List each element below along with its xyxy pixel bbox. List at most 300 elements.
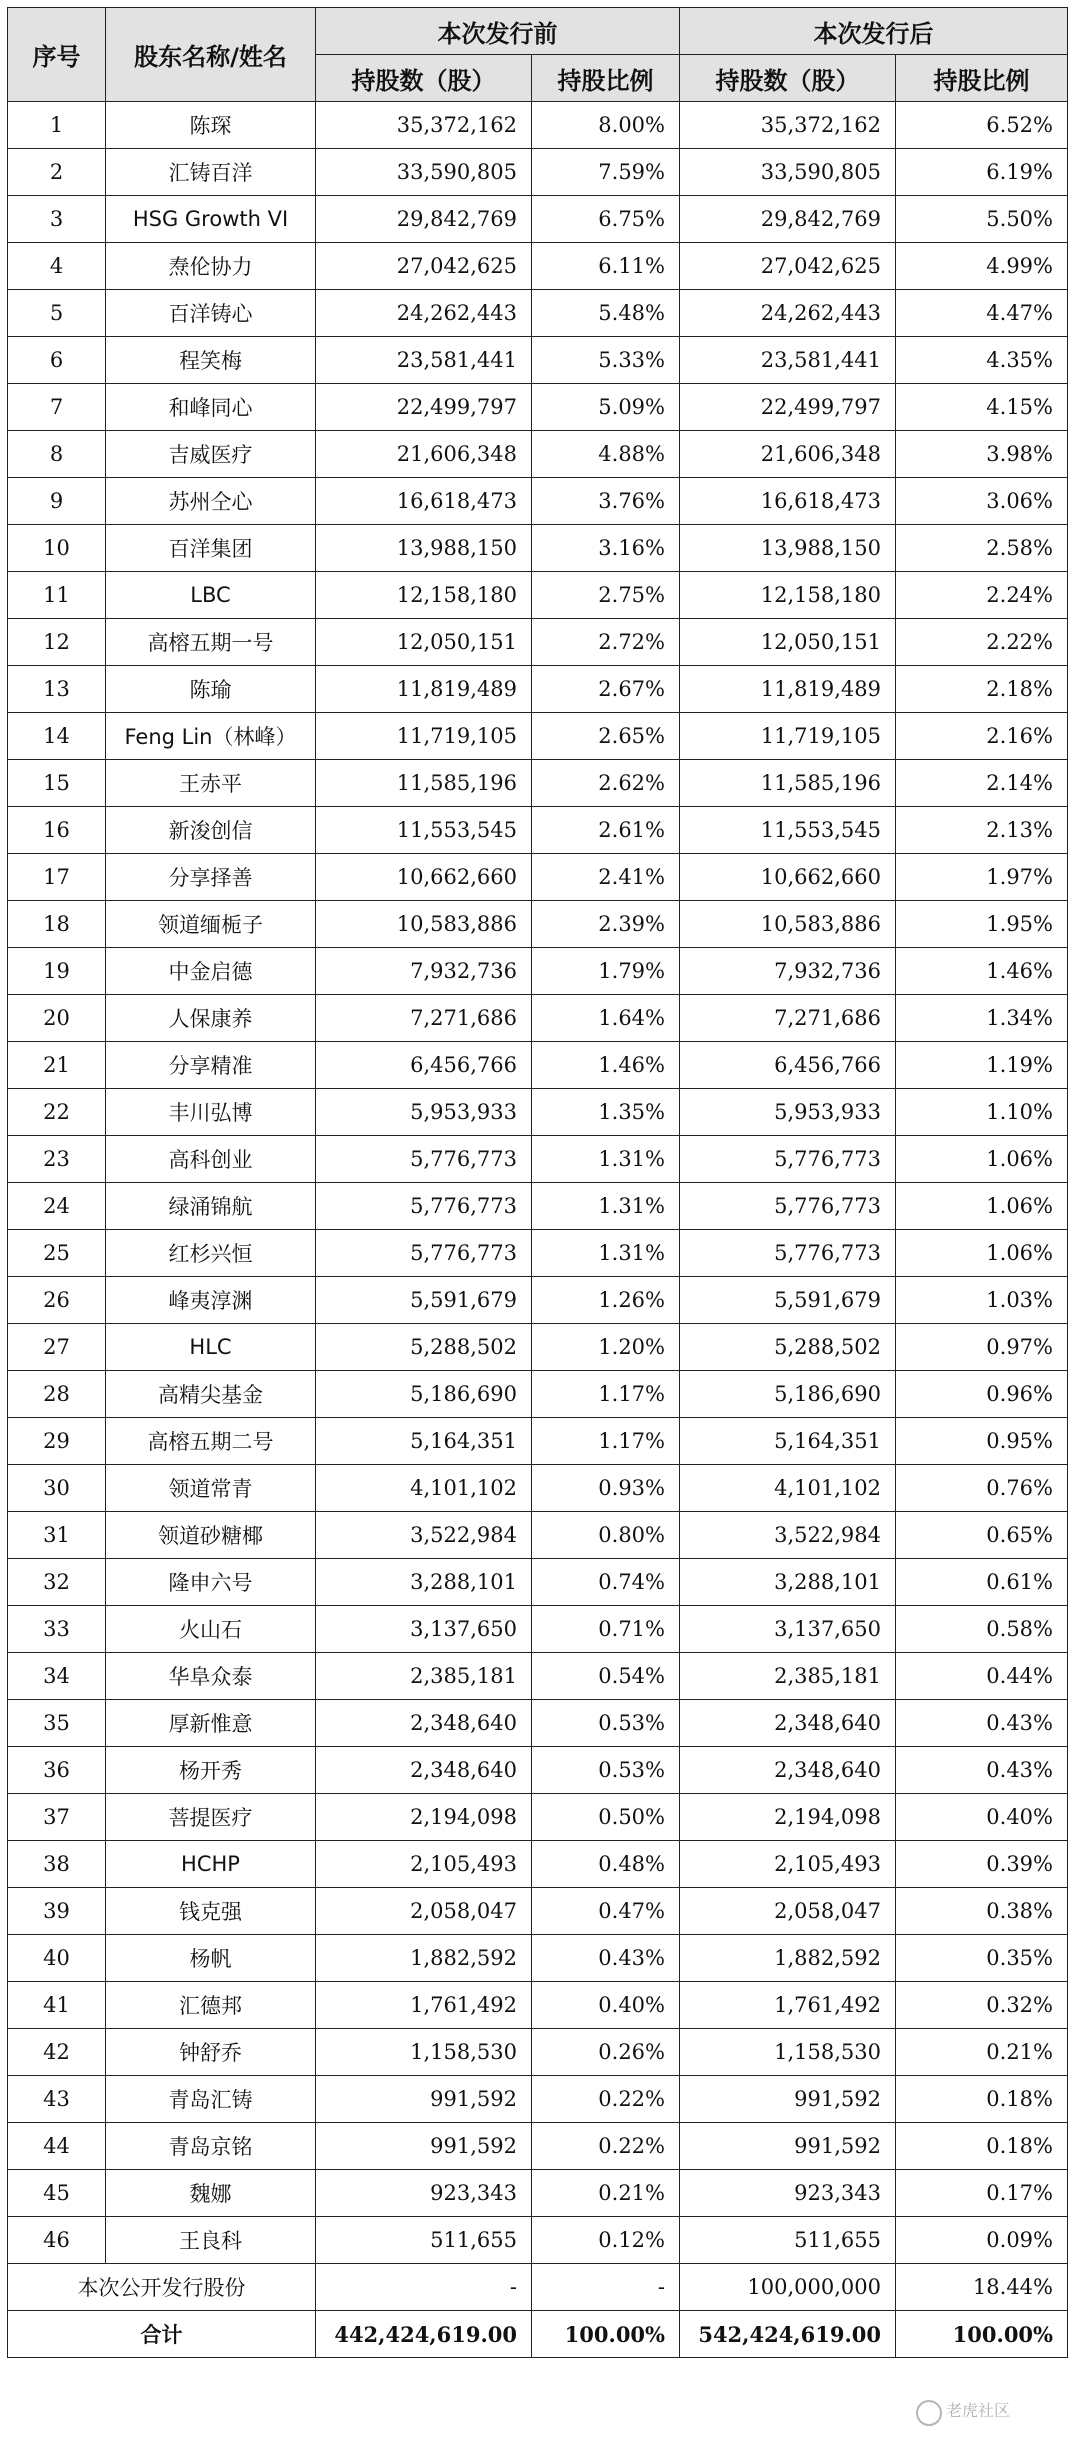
row-index: 14 — [8, 713, 106, 760]
row-shares-after: 21,606,348 — [680, 431, 896, 478]
total-shares-before: 442,424,619.00 — [316, 2311, 532, 2358]
row-ratio-after: 1.34% — [896, 995, 1068, 1042]
row-ratio-before: 1.31% — [532, 1136, 680, 1183]
row-shares-before: 3,522,984 — [316, 1512, 532, 1559]
row-shareholder-name: 陈瑜 — [106, 666, 316, 713]
row-ratio-before: 0.40% — [532, 1982, 680, 2029]
row-index: 18 — [8, 901, 106, 948]
shareholding-table-container — [7, 7, 1067, 2358]
row-shares-after: 923,343 — [680, 2170, 896, 2217]
row-ratio-after: 3.98% — [896, 431, 1068, 478]
row-index: 6 — [8, 337, 106, 384]
row-ratio-after: 0.65% — [896, 1512, 1068, 1559]
row-shares-before: 3,288,101 — [316, 1559, 532, 1606]
row-ratio-before: 2.72% — [532, 619, 680, 666]
row-index: 2 — [8, 149, 106, 196]
row-ratio-after: 1.06% — [896, 1230, 1068, 1277]
row-shares-after: 5,776,773 — [680, 1183, 896, 1230]
row-ratio-before: 1.31% — [532, 1230, 680, 1277]
row-ratio-after: 0.18% — [896, 2123, 1068, 2170]
row-shares-after: 11,819,489 — [680, 666, 896, 713]
row-ratio-after: 6.52% — [896, 102, 1068, 149]
row-index: 21 — [8, 1042, 106, 1089]
table-row — [8, 1136, 1068, 1183]
row-ratio-before: 1.46% — [532, 1042, 680, 1089]
row-shares-before: 5,591,679 — [316, 1277, 532, 1324]
row-shares-after: 16,618,473 — [680, 478, 896, 525]
row-shareholder-name: 峰夷淳渊 — [106, 1277, 316, 1324]
row-ratio-after: 2.13% — [896, 807, 1068, 854]
row-shares-after: 35,372,162 — [680, 102, 896, 149]
row-index: 22 — [8, 1089, 106, 1136]
row-shares-after: 2,058,047 — [680, 1888, 896, 1935]
row-index: 40 — [8, 1935, 106, 1982]
row-index: 24 — [8, 1183, 106, 1230]
row-index: 37 — [8, 1794, 106, 1841]
row-shares-after: 12,158,180 — [680, 572, 896, 619]
row-shares-after: 5,776,773 — [680, 1230, 896, 1277]
row-shareholder-name: 新浚创信 — [106, 807, 316, 854]
row-ratio-after: 0.58% — [896, 1606, 1068, 1653]
row-ratio-after: 0.97% — [896, 1324, 1068, 1371]
table-row — [8, 760, 1068, 807]
row-index: 31 — [8, 1512, 106, 1559]
table-row — [8, 2123, 1068, 2170]
row-ratio-after: 0.09% — [896, 2217, 1068, 2264]
row-shareholder-name: Feng Lin（林峰） — [106, 713, 316, 760]
row-shareholder-name: 百洋铸心 — [106, 290, 316, 337]
row-shareholder-name: 青岛京铭 — [106, 2123, 316, 2170]
table-row — [8, 572, 1068, 619]
row-ratio-after: 2.58% — [896, 525, 1068, 572]
row-shares-before: 33,590,805 — [316, 149, 532, 196]
table-row — [8, 384, 1068, 431]
row-index: 23 — [8, 1136, 106, 1183]
row-shareholder-name: 钟舒乔 — [106, 2029, 316, 2076]
row-shareholder-name: 高科创业 — [106, 1136, 316, 1183]
table-row — [8, 2076, 1068, 2123]
row-shares-before: 1,158,530 — [316, 2029, 532, 2076]
row-index: 9 — [8, 478, 106, 525]
table-row — [8, 149, 1068, 196]
row-shares-after: 3,288,101 — [680, 1559, 896, 1606]
row-ratio-after: 4.15% — [896, 384, 1068, 431]
row-shareholder-name: 王良科 — [106, 2217, 316, 2264]
row-ratio-before: 3.76% — [532, 478, 680, 525]
row-shareholder-name: 绿涌锦航 — [106, 1183, 316, 1230]
row-shareholder-name: 菩提医疗 — [106, 1794, 316, 1841]
row-shares-before: 16,618,473 — [316, 478, 532, 525]
row-shares-before: 2,348,640 — [316, 1747, 532, 1794]
row-index: 28 — [8, 1371, 106, 1418]
row-index: 19 — [8, 948, 106, 995]
row-ratio-before: 0.47% — [532, 1888, 680, 1935]
header-index: 序号 — [8, 8, 106, 102]
table-row — [8, 1982, 1068, 2029]
row-shares-after: 5,288,502 — [680, 1324, 896, 1371]
table-row — [8, 1794, 1068, 1841]
total-ratio-after: 100.00% — [896, 2311, 1068, 2358]
row-index: 34 — [8, 1653, 106, 1700]
row-ratio-before: 0.21% — [532, 2170, 680, 2217]
row-shares-before: 11,719,105 — [316, 713, 532, 760]
table-row — [8, 713, 1068, 760]
row-shares-after: 11,553,545 — [680, 807, 896, 854]
row-index: 20 — [8, 995, 106, 1042]
table-row — [8, 1042, 1068, 1089]
row-shareholder-name: HCHP — [106, 1841, 316, 1888]
row-ratio-after: 0.38% — [896, 1888, 1068, 1935]
table-row — [8, 102, 1068, 149]
row-shareholder-name: 高榕五期二号 — [106, 1418, 316, 1465]
row-shareholder-name: 高精尖基金 — [106, 1371, 316, 1418]
row-ratio-before: 2.67% — [532, 666, 680, 713]
row-index: 4 — [8, 243, 106, 290]
row-index: 32 — [8, 1559, 106, 1606]
row-shares-after: 6,456,766 — [680, 1042, 896, 1089]
row-shares-before: 11,553,545 — [316, 807, 532, 854]
row-ratio-before: 0.12% — [532, 2217, 680, 2264]
row-shareholder-name: 杨开秀 — [106, 1747, 316, 1794]
row-index: 36 — [8, 1747, 106, 1794]
row-shareholder-name: 陈琛 — [106, 102, 316, 149]
row-shareholder-name: HSG Growth VI — [106, 196, 316, 243]
row-ratio-before: 2.41% — [532, 854, 680, 901]
row-shares-after: 4,101,102 — [680, 1465, 896, 1512]
row-ratio-after: 4.35% — [896, 337, 1068, 384]
row-shares-before: 7,271,686 — [316, 995, 532, 1042]
row-ratio-after: 1.46% — [896, 948, 1068, 995]
row-shareholder-name: 领道缅栀子 — [106, 901, 316, 948]
row-ratio-after: 1.10% — [896, 1089, 1068, 1136]
row-shares-after: 2,348,640 — [680, 1747, 896, 1794]
row-shareholder-name: 高榕五期一号 — [106, 619, 316, 666]
table-row — [8, 1465, 1068, 1512]
row-shareholder-name: 分享择善 — [106, 854, 316, 901]
row-shares-before: 923,343 — [316, 2170, 532, 2217]
table-footer — [8, 2264, 1068, 2358]
row-index: 13 — [8, 666, 106, 713]
row-ratio-before: 7.59% — [532, 149, 680, 196]
row-ratio-before: 0.54% — [532, 1653, 680, 1700]
row-shares-before: 3,137,650 — [316, 1606, 532, 1653]
row-shares-before: 12,158,180 — [316, 572, 532, 619]
row-shares-after: 991,592 — [680, 2123, 896, 2170]
row-shareholder-name: 红杉兴恒 — [106, 1230, 316, 1277]
public-offering-shares-before: - — [316, 2264, 532, 2311]
row-shareholder-name: 隆申六号 — [106, 1559, 316, 1606]
row-shareholder-name: 汇德邦 — [106, 1982, 316, 2029]
row-ratio-before: 5.48% — [532, 290, 680, 337]
row-shares-before: 5,953,933 — [316, 1089, 532, 1136]
table-row — [8, 1512, 1068, 1559]
row-ratio-before: 1.26% — [532, 1277, 680, 1324]
row-index: 45 — [8, 2170, 106, 2217]
table-row — [8, 1371, 1068, 1418]
row-shares-after: 5,186,690 — [680, 1371, 896, 1418]
table-row — [8, 1418, 1068, 1465]
row-shares-after: 11,719,105 — [680, 713, 896, 760]
row-ratio-after: 3.06% — [896, 478, 1068, 525]
row-ratio-before: 0.48% — [532, 1841, 680, 1888]
row-index: 1 — [8, 102, 106, 149]
row-shares-before: 10,583,886 — [316, 901, 532, 948]
row-ratio-before: 0.22% — [532, 2076, 680, 2123]
row-index: 5 — [8, 290, 106, 337]
row-ratio-after: 2.22% — [896, 619, 1068, 666]
table-row — [8, 807, 1068, 854]
row-shareholder-name: 中金启德 — [106, 948, 316, 995]
row-ratio-after: 0.35% — [896, 1935, 1068, 1982]
row-ratio-after: 0.18% — [896, 2076, 1068, 2123]
row-ratio-before: 5.09% — [532, 384, 680, 431]
row-shareholder-name: 焘伦协力 — [106, 243, 316, 290]
row-ratio-after: 0.39% — [896, 1841, 1068, 1888]
row-ratio-before: 1.64% — [532, 995, 680, 1042]
row-ratio-after: 1.97% — [896, 854, 1068, 901]
row-ratio-after: 0.44% — [896, 1653, 1068, 1700]
row-ratio-before: 1.35% — [532, 1089, 680, 1136]
row-shareholder-name: LBC — [106, 572, 316, 619]
row-shares-after: 27,042,625 — [680, 243, 896, 290]
row-shares-before: 5,776,773 — [316, 1136, 532, 1183]
header-ratio-before: 持股比例 — [532, 55, 680, 102]
table-row — [8, 1277, 1068, 1324]
tiger-community-logo-icon — [916, 2400, 942, 2426]
row-ratio-before: 1.31% — [532, 1183, 680, 1230]
row-shares-after: 23,581,441 — [680, 337, 896, 384]
total-ratio-before: 100.00% — [532, 2311, 680, 2358]
row-shares-before: 2,348,640 — [316, 1700, 532, 1747]
table-row — [8, 196, 1068, 243]
row-shares-after: 22,499,797 — [680, 384, 896, 431]
row-shares-before: 29,842,769 — [316, 196, 532, 243]
header-group-before: 本次发行前 — [316, 8, 680, 55]
row-shares-before: 13,988,150 — [316, 525, 532, 572]
row-ratio-before: 5.33% — [532, 337, 680, 384]
shareholding-table — [7, 7, 1068, 2358]
header-name: 股东名称/姓名 — [106, 8, 316, 102]
row-index: 16 — [8, 807, 106, 854]
row-shareholder-name: 和峰同心 — [106, 384, 316, 431]
row-shares-after: 7,932,736 — [680, 948, 896, 995]
row-shares-after: 10,662,660 — [680, 854, 896, 901]
row-shareholder-name: 钱克强 — [106, 1888, 316, 1935]
row-shares-before: 991,592 — [316, 2123, 532, 2170]
row-shares-after: 13,988,150 — [680, 525, 896, 572]
table-body — [8, 102, 1068, 2264]
row-ratio-after: 0.96% — [896, 1371, 1068, 1418]
row-shares-before: 6,456,766 — [316, 1042, 532, 1089]
row-ratio-before: 2.75% — [532, 572, 680, 619]
row-ratio-after: 1.06% — [896, 1136, 1068, 1183]
row-ratio-after: 6.19% — [896, 149, 1068, 196]
row-ratio-after: 1.06% — [896, 1183, 1068, 1230]
public-offering-ratio-before: - — [532, 2264, 680, 2311]
row-ratio-after: 2.14% — [896, 760, 1068, 807]
row-shareholder-name: 汇铸百洋 — [106, 149, 316, 196]
table-row — [8, 1230, 1068, 1277]
row-index: 26 — [8, 1277, 106, 1324]
row-shareholder-name: 程笑梅 — [106, 337, 316, 384]
row-shares-after: 2,385,181 — [680, 1653, 896, 1700]
row-ratio-after: 2.16% — [896, 713, 1068, 760]
row-shares-before: 12,050,151 — [316, 619, 532, 666]
row-shareholder-name: 百洋集团 — [106, 525, 316, 572]
row-shares-before: 2,194,098 — [316, 1794, 532, 1841]
row-shareholder-name: 王赤平 — [106, 760, 316, 807]
table-row — [8, 525, 1068, 572]
table-header — [8, 8, 1068, 102]
row-ratio-after: 1.95% — [896, 901, 1068, 948]
row-ratio-before: 0.93% — [532, 1465, 680, 1512]
row-shares-before: 5,776,773 — [316, 1183, 532, 1230]
table-row — [8, 290, 1068, 337]
row-index: 3 — [8, 196, 106, 243]
row-index: 29 — [8, 1418, 106, 1465]
row-ratio-after: 0.40% — [896, 1794, 1068, 1841]
row-ratio-before: 2.65% — [532, 713, 680, 760]
row-shares-after: 24,262,443 — [680, 290, 896, 337]
public-offering-row — [8, 2264, 1068, 2311]
row-index: 15 — [8, 760, 106, 807]
row-shareholder-name: 领道常青 — [106, 1465, 316, 1512]
row-index: 11 — [8, 572, 106, 619]
row-ratio-after: 2.24% — [896, 572, 1068, 619]
row-shareholder-name: 青岛汇铸 — [106, 2076, 316, 2123]
row-shares-after: 991,592 — [680, 2076, 896, 2123]
row-shares-before: 5,186,690 — [316, 1371, 532, 1418]
row-index: 25 — [8, 1230, 106, 1277]
table-row — [8, 431, 1068, 478]
row-index: 41 — [8, 1982, 106, 2029]
row-shares-after: 12,050,151 — [680, 619, 896, 666]
row-ratio-after: 0.32% — [896, 1982, 1068, 2029]
row-index: 7 — [8, 384, 106, 431]
public-offering-label: 本次公开发行股份 — [8, 2264, 316, 2311]
table-row — [8, 666, 1068, 713]
table-row — [8, 1324, 1068, 1371]
row-shares-before: 35,372,162 — [316, 102, 532, 149]
row-index: 42 — [8, 2029, 106, 2076]
row-ratio-after: 1.03% — [896, 1277, 1068, 1324]
table-row — [8, 619, 1068, 666]
row-ratio-before: 1.17% — [532, 1371, 680, 1418]
row-ratio-before: 3.16% — [532, 525, 680, 572]
row-ratio-before: 1.79% — [532, 948, 680, 995]
row-ratio-before: 8.00% — [532, 102, 680, 149]
row-shareholder-name: 火山石 — [106, 1606, 316, 1653]
row-shareholder-name: 领道砂糖椰 — [106, 1512, 316, 1559]
row-ratio-before: 1.20% — [532, 1324, 680, 1371]
table-row — [8, 1559, 1068, 1606]
row-shares-after: 3,137,650 — [680, 1606, 896, 1653]
row-ratio-before: 2.39% — [532, 901, 680, 948]
row-shares-before: 2,385,181 — [316, 1653, 532, 1700]
row-shares-before: 7,932,736 — [316, 948, 532, 995]
row-ratio-after: 0.95% — [896, 1418, 1068, 1465]
table-row — [8, 2170, 1068, 2217]
row-index: 38 — [8, 1841, 106, 1888]
row-shares-before: 11,819,489 — [316, 666, 532, 713]
row-shareholder-name: 厚新惟意 — [106, 1700, 316, 1747]
header-ratio-after: 持股比例 — [896, 55, 1068, 102]
public-offering-ratio-after: 18.44% — [896, 2264, 1068, 2311]
total-row — [8, 2311, 1068, 2358]
row-ratio-before: 0.80% — [532, 1512, 680, 1559]
table-row — [8, 1606, 1068, 1653]
row-shares-after: 29,842,769 — [680, 196, 896, 243]
row-shareholder-name: 杨帆 — [106, 1935, 316, 1982]
row-index: 17 — [8, 854, 106, 901]
row-shareholder-name: 苏州仝心 — [106, 478, 316, 525]
row-index: 33 — [8, 1606, 106, 1653]
row-ratio-after: 0.43% — [896, 1747, 1068, 1794]
row-shares-before: 23,581,441 — [316, 337, 532, 384]
row-ratio-before: 1.17% — [532, 1418, 680, 1465]
row-shares-before: 2,105,493 — [316, 1841, 532, 1888]
row-shares-after: 1,882,592 — [680, 1935, 896, 1982]
row-shares-before: 10,662,660 — [316, 854, 532, 901]
row-shares-before: 5,164,351 — [316, 1418, 532, 1465]
table-row — [8, 337, 1068, 384]
row-index: 35 — [8, 1700, 106, 1747]
row-ratio-before: 0.71% — [532, 1606, 680, 1653]
row-index: 44 — [8, 2123, 106, 2170]
row-shares-before: 1,882,592 — [316, 1935, 532, 1982]
row-shares-before: 24,262,443 — [316, 290, 532, 337]
row-shareholder-name: 魏娜 — [106, 2170, 316, 2217]
row-index: 46 — [8, 2217, 106, 2264]
row-shares-after: 1,158,530 — [680, 2029, 896, 2076]
row-ratio-before: 2.62% — [532, 760, 680, 807]
row-shares-before: 5,288,502 — [316, 1324, 532, 1371]
row-ratio-before: 6.75% — [532, 196, 680, 243]
table-row — [8, 1747, 1068, 1794]
table-row — [8, 1888, 1068, 1935]
row-shares-after: 11,585,196 — [680, 760, 896, 807]
row-shares-before: 1,761,492 — [316, 1982, 532, 2029]
row-ratio-before: 4.88% — [532, 431, 680, 478]
row-shareholder-name: 分享精准 — [106, 1042, 316, 1089]
row-shares-after: 2,194,098 — [680, 1794, 896, 1841]
row-index: 43 — [8, 2076, 106, 2123]
row-shares-after: 10,583,886 — [680, 901, 896, 948]
row-ratio-after: 5.50% — [896, 196, 1068, 243]
row-ratio-after: 4.47% — [896, 290, 1068, 337]
row-shares-after: 2,348,640 — [680, 1700, 896, 1747]
row-shares-after: 33,590,805 — [680, 149, 896, 196]
total-label: 合计 — [8, 2311, 316, 2358]
row-ratio-before: 0.22% — [532, 2123, 680, 2170]
row-shares-before: 21,606,348 — [316, 431, 532, 478]
row-shareholder-name: 吉威医疗 — [106, 431, 316, 478]
row-index: 12 — [8, 619, 106, 666]
row-shares-after: 5,164,351 — [680, 1418, 896, 1465]
row-shares-before: 2,058,047 — [316, 1888, 532, 1935]
row-shares-before: 4,101,102 — [316, 1465, 532, 1512]
table-row — [8, 2029, 1068, 2076]
header-group-after: 本次发行后 — [680, 8, 1068, 55]
table-row — [8, 1841, 1068, 1888]
row-shares-before: 511,655 — [316, 2217, 532, 2264]
row-index: 39 — [8, 1888, 106, 1935]
row-shares-before: 22,499,797 — [316, 384, 532, 431]
row-shareholder-name: HLC — [106, 1324, 316, 1371]
row-ratio-after: 0.17% — [896, 2170, 1068, 2217]
table-row — [8, 854, 1068, 901]
row-shares-before: 5,776,773 — [316, 1230, 532, 1277]
